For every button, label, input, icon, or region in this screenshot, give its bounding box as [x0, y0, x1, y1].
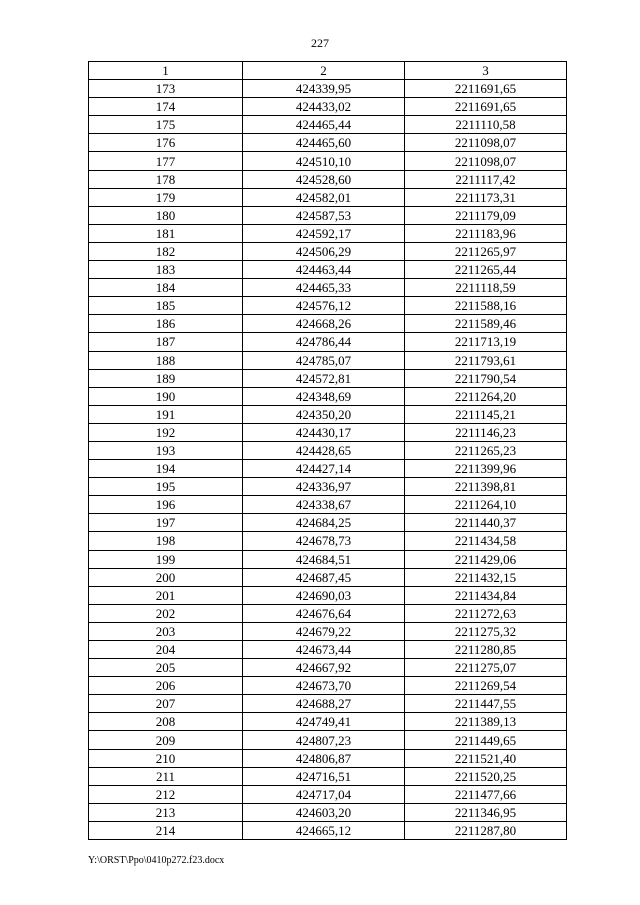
table-cell-col-1: 176	[89, 134, 243, 152]
table-cell-col-3: 2211434,84	[405, 586, 567, 604]
table-cell-col-2: 424510,10	[243, 152, 405, 170]
table-cell-col-3: 2211265,97	[405, 242, 567, 260]
page-number: 227	[311, 36, 329, 50]
table-cell-col-2: 424427,14	[243, 460, 405, 478]
table-row	[89, 713, 567, 731]
table-cell-col-2: 424688,27	[243, 695, 405, 713]
table-cell-col-2: 424339,95	[243, 80, 405, 98]
table-row	[89, 333, 567, 351]
table-row	[89, 749, 567, 767]
table-cell-col-2: 424465,44	[243, 116, 405, 134]
table-cell-col-3: 2211389,13	[405, 713, 567, 731]
table-cell-col-3: 2211520,25	[405, 767, 567, 785]
table-cell-col-3: 2211691,65	[405, 98, 567, 116]
table-row	[89, 224, 567, 242]
table-cell-col-3: 2211440,37	[405, 514, 567, 532]
table-cell-col-1: 179	[89, 188, 243, 206]
table-cell-col-3: 2211265,44	[405, 261, 567, 279]
table-cell-col-3: 2211183,96	[405, 224, 567, 242]
table-cell-col-3: 2211275,32	[405, 622, 567, 640]
table-cell-col-1: 204	[89, 641, 243, 659]
table-cell-col-3: 2211264,20	[405, 387, 567, 405]
table-cell-col-3: 2211790,54	[405, 369, 567, 387]
table-header-row	[89, 62, 567, 80]
table-row	[89, 242, 567, 260]
table-header	[89, 62, 567, 80]
table-cell-col-1: 195	[89, 478, 243, 496]
table-cell-col-2: 424336,97	[243, 478, 405, 496]
table-row	[89, 152, 567, 170]
table-cell-col-3: 2211691,65	[405, 80, 567, 98]
table-cell-col-1: 203	[89, 622, 243, 640]
table-cell-col-1: 180	[89, 206, 243, 224]
table-row	[89, 532, 567, 550]
table-cell-col-1: 182	[89, 242, 243, 260]
table-cell-col-2: 424678,73	[243, 532, 405, 550]
table-cell-col-2: 424665,12	[243, 821, 405, 839]
table-cell-col-3: 2211265,23	[405, 441, 567, 459]
table-cell-col-3: 2211173,31	[405, 188, 567, 206]
table-cell-col-1: 199	[89, 550, 243, 568]
table-cell-col-1: 205	[89, 659, 243, 677]
table-cell-col-2: 424348,69	[243, 387, 405, 405]
table-cell-col-2: 424690,03	[243, 586, 405, 604]
table-cell-col-2: 424679,22	[243, 622, 405, 640]
table-cell-col-3: 2211264,10	[405, 496, 567, 514]
table-cell-col-1: 208	[89, 713, 243, 731]
column-header-1: 1	[89, 62, 243, 80]
table-cell-col-2: 424807,23	[243, 731, 405, 749]
table-cell-col-1: 174	[89, 98, 243, 116]
table-cell-col-1: 185	[89, 297, 243, 315]
table-cell-col-2: 424433,02	[243, 98, 405, 116]
table-cell-col-1: 210	[89, 749, 243, 767]
table-cell-col-2: 424806,87	[243, 749, 405, 767]
table-cell-col-3: 2211477,66	[405, 785, 567, 803]
table-row	[89, 423, 567, 441]
table-cell-col-2: 424749,41	[243, 713, 405, 731]
table-row	[89, 568, 567, 586]
table-row	[89, 206, 567, 224]
table-row	[89, 695, 567, 713]
table-cell-col-3: 2211432,15	[405, 568, 567, 586]
table-row	[89, 369, 567, 387]
table-row	[89, 821, 567, 839]
table-cell-col-1: 191	[89, 405, 243, 423]
table-cell-col-3: 2211280,85	[405, 641, 567, 659]
table-row	[89, 731, 567, 749]
table-cell-col-2: 424673,70	[243, 677, 405, 695]
table-cell-col-2: 424465,60	[243, 134, 405, 152]
table-cell-col-3: 2211588,16	[405, 297, 567, 315]
table-row	[89, 460, 567, 478]
table-row	[89, 441, 567, 459]
table-row	[89, 315, 567, 333]
table-cell-col-1: 207	[89, 695, 243, 713]
table-cell-col-2: 424687,45	[243, 568, 405, 586]
table-row	[89, 478, 567, 496]
table-cell-col-3: 2211179,09	[405, 206, 567, 224]
table-cell-col-2: 424717,04	[243, 785, 405, 803]
table-row	[89, 170, 567, 188]
table-row	[89, 134, 567, 152]
table-cell-col-3: 2211146,23	[405, 423, 567, 441]
table-row	[89, 297, 567, 315]
table-cell-col-1: 190	[89, 387, 243, 405]
table-cell-col-3: 2211287,80	[405, 821, 567, 839]
table-cell-col-3: 2211399,96	[405, 460, 567, 478]
table-row	[89, 351, 567, 369]
table-cell-col-1: 189	[89, 369, 243, 387]
table-cell-col-1: 178	[89, 170, 243, 188]
table-cell-col-2: 424430,17	[243, 423, 405, 441]
table-cell-col-3: 2211117,42	[405, 170, 567, 188]
table-cell-col-2: 424582,01	[243, 188, 405, 206]
table-row	[89, 622, 567, 640]
table-cell-col-1: 214	[89, 821, 243, 839]
table-row	[89, 659, 567, 677]
table-cell-col-2: 424576,12	[243, 297, 405, 315]
table-cell-col-2: 424668,26	[243, 315, 405, 333]
table-cell-col-3: 2211429,06	[405, 550, 567, 568]
table-cell-col-1: 198	[89, 532, 243, 550]
table-cell-col-1: 201	[89, 586, 243, 604]
table-cell-col-1: 196	[89, 496, 243, 514]
table-cell-col-3: 2211447,55	[405, 695, 567, 713]
table-cell-col-2: 424684,51	[243, 550, 405, 568]
table-cell-col-1: 200	[89, 568, 243, 586]
table-cell-col-3: 2211521,40	[405, 749, 567, 767]
table-row	[89, 80, 567, 98]
table-cell-col-2: 424506,29	[243, 242, 405, 260]
table-cell-col-2: 424785,07	[243, 351, 405, 369]
table-cell-col-3: 2211346,95	[405, 803, 567, 821]
table-cell-col-2: 424428,65	[243, 441, 405, 459]
table-row	[89, 550, 567, 568]
table-cell-col-2: 424338,67	[243, 496, 405, 514]
table-cell-col-1: 213	[89, 803, 243, 821]
table-cell-col-3: 2211118,59	[405, 279, 567, 297]
table-cell-col-2: 424673,44	[243, 641, 405, 659]
table-cell-col-2: 424603,20	[243, 803, 405, 821]
table-row	[89, 586, 567, 604]
footer-file-path: Y:\ORST\Ppo\0410p272.f23.docx	[88, 855, 225, 866]
table-cell-col-1: 212	[89, 785, 243, 803]
table-cell-col-1: 194	[89, 460, 243, 478]
table-cell-col-3: 2211793,61	[405, 351, 567, 369]
table-cell-col-1: 193	[89, 441, 243, 459]
table-cell-col-2: 424587,53	[243, 206, 405, 224]
table-row	[89, 604, 567, 622]
table-row	[89, 188, 567, 206]
table-row	[89, 116, 567, 134]
table-cell-col-1: 192	[89, 423, 243, 441]
coordinates-table	[88, 61, 567, 840]
table-cell-col-2: 424350,20	[243, 405, 405, 423]
table-cell-col-3: 2211449,65	[405, 731, 567, 749]
table-cell-col-3: 2211589,46	[405, 315, 567, 333]
table-cell-col-1: 209	[89, 731, 243, 749]
table-cell-col-1: 175	[89, 116, 243, 134]
table-cell-col-3: 2211275,07	[405, 659, 567, 677]
column-header-2: 2	[243, 62, 405, 80]
table-row	[89, 785, 567, 803]
table-cell-col-3: 2211269,54	[405, 677, 567, 695]
table-row	[89, 641, 567, 659]
table-cell-col-3: 2211098,07	[405, 134, 567, 152]
table-cell-col-1: 188	[89, 351, 243, 369]
table-cell-col-1: 186	[89, 315, 243, 333]
table-cell-col-3: 2211098,07	[405, 152, 567, 170]
table-cell-col-2: 424528,60	[243, 170, 405, 188]
table-row	[89, 767, 567, 785]
table-cell-col-3: 2211398,81	[405, 478, 567, 496]
table-cell-col-3: 2211713,19	[405, 333, 567, 351]
table-row	[89, 496, 567, 514]
table-row	[89, 803, 567, 821]
table-cell-col-1: 177	[89, 152, 243, 170]
column-header-3: 3	[405, 62, 567, 80]
table-cell-col-1: 202	[89, 604, 243, 622]
table-cell-col-1: 211	[89, 767, 243, 785]
table-cell-col-3: 2211145,21	[405, 405, 567, 423]
table-row	[89, 387, 567, 405]
table-cell-col-2: 424465,33	[243, 279, 405, 297]
table-cell-col-2: 424667,92	[243, 659, 405, 677]
table-row	[89, 279, 567, 297]
table-row	[89, 514, 567, 532]
table-cell-col-1: 181	[89, 224, 243, 242]
table-row	[89, 405, 567, 423]
table-cell-col-3: 2211110,58	[405, 116, 567, 134]
table-row	[89, 261, 567, 279]
table-cell-col-3: 2211434,58	[405, 532, 567, 550]
table-cell-col-1: 184	[89, 279, 243, 297]
table-row	[89, 677, 567, 695]
table-cell-col-1: 187	[89, 333, 243, 351]
table-cell-col-1: 183	[89, 261, 243, 279]
table-cell-col-3: 2211272,63	[405, 604, 567, 622]
table-row	[89, 98, 567, 116]
table-cell-col-2: 424716,51	[243, 767, 405, 785]
table-cell-col-2: 424572,81	[243, 369, 405, 387]
table-body	[89, 80, 567, 840]
table-cell-col-2: 424463,44	[243, 261, 405, 279]
table-cell-col-2: 424592,17	[243, 224, 405, 242]
table-cell-col-1: 173	[89, 80, 243, 98]
table-cell-col-2: 424684,25	[243, 514, 405, 532]
table-cell-col-1: 206	[89, 677, 243, 695]
table-cell-col-2: 424786,44	[243, 333, 405, 351]
table-cell-col-2: 424676,64	[243, 604, 405, 622]
table-cell-col-1: 197	[89, 514, 243, 532]
